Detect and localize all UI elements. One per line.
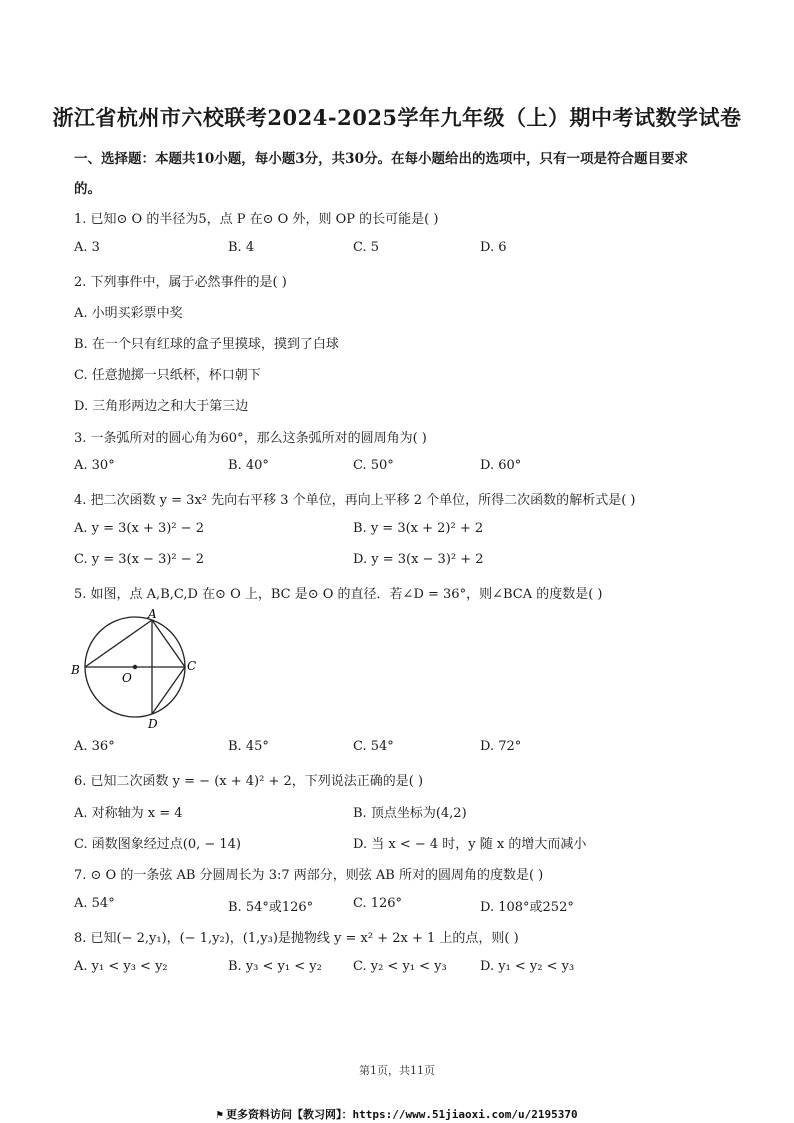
question-1-option-b: B. 4 (228, 240, 255, 255)
question-4-option-b: B. y = 3(x + 2)² + 2 (353, 521, 484, 536)
question-7-option-b: B. 54°或126° (228, 900, 314, 915)
question-8-option-b: B. y₃ < y₁ < y₂ (228, 959, 322, 974)
label-d: D (148, 717, 158, 731)
label-b: B (71, 663, 80, 677)
flag-icon: ⚑ (216, 1108, 223, 1121)
question-2-option-a: A. 小明买彩票中奖 (74, 306, 183, 321)
question-7-option-a: A. 54° (74, 896, 115, 911)
label-c: C (187, 659, 197, 673)
section-heading: 一、选择题：本题共10小题，每小题3分，共30分。在每小题给出的选项中，只有一项是符合题目要求 (74, 151, 688, 167)
question-2-stem: 2. 下列事件中，属于必然事件的是( ) (74, 275, 287, 290)
question-5-option-c: C. 54° (353, 739, 394, 754)
question-7-option-d: D. 108°或252° (480, 900, 574, 915)
question-4-option-d: D. y = 3(x − 3)² + 2 (353, 552, 484, 567)
question-6-stem: 6. 已知二次函数 y = − (x + 4)² + 2，下列说法正确的是( ) (74, 774, 424, 789)
question-4-option-c: C. y = 3(x − 3)² − 2 (74, 552, 205, 567)
page-number: 第1页，共11页 (359, 1064, 435, 1077)
page-title: 浙江省杭州市六校联考2024-2025学年九年级（上）期中考试数学试卷 (52, 105, 742, 130)
question-8-option-a: A. y₁ < y₃ < y₂ (74, 959, 168, 974)
circle-figure (68, 608, 208, 734)
question-7-stem: 7. ⊙ O 的一条弦 AB 分圆周长为 3:7 两部分，则弦 AB 所对的圆周角的度数是( ) (74, 868, 544, 883)
question-2-option-c: C. 任意抛掷一只纸杯，杯口朝下 (74, 368, 261, 383)
question-5-option-a: A. 36° (74, 739, 115, 754)
question-3-option-d: D. 60° (480, 458, 522, 473)
question-2-option-d: D. 三角形两边之和大于第三边 (74, 399, 249, 414)
promo-banner (0, 1106, 794, 1122)
label-a: A (148, 608, 157, 621)
question-1-option-d: D. 6 (480, 240, 507, 255)
question-3-option-b: B. 40° (228, 458, 269, 473)
question-6-option-a: A. 对称轴为 x = 4 (74, 806, 183, 821)
chord-ac (152, 620, 185, 667)
question-6-option-b: B. 顶点坐标为(4,2) (353, 806, 467, 821)
question-1-option-a: A. 3 (74, 240, 100, 255)
chord-dc (152, 667, 185, 714)
question-3-option-c: C. 50° (353, 458, 394, 473)
promo-link[interactable]: 更多资料访问【教习网】：https://www.51jiaoxi.com/u/2195370 (225, 1108, 578, 1121)
question-5-option-d: D. 72° (480, 739, 522, 754)
question-5-option-b: B. 45° (228, 739, 269, 754)
question-7-option-c: C. 126° (353, 896, 403, 911)
question-4-stem: 4. 把二次函数 y = 3x² 先向右平移 3 个单位，再向上平移 2 个单位，所得二次函数的解析式是( ) (74, 493, 636, 508)
question-1-stem: 1. 已知⊙ O 的半径为5，点 P 在⊙ O 外，则 OP 的长可能是( ) (74, 212, 439, 227)
question-5-stem: 5. 如图，点 A,B,C,D 在⊙ O 上，BC 是⊙ O 的直径．若∠D = 36°，则∠BCA 的度数是( ) (74, 587, 603, 602)
question-2-option-b: B. 在一个只有红球的盒子里摸球，摸到了白球 (74, 337, 339, 352)
label-o: O (122, 671, 132, 685)
chord-ab (85, 620, 152, 667)
question-3-option-a: A. 30° (74, 458, 115, 473)
question-8-option-c: C. y₂ < y₁ < y₃ (353, 959, 447, 974)
question-6-option-d: D. 当 x < − 4 时，y 随 x 的增大而减小 (353, 837, 587, 852)
question-1-option-c: C. 5 (353, 240, 380, 255)
section-heading-continued: 的。 (74, 181, 101, 197)
center-point (133, 665, 137, 669)
question-3-stem: 3. 一条弧所对的圆心角为60°，那么这条弧所对的圆周角为( ) (74, 431, 427, 446)
question-6-option-c: C. 函数图象经过点(0, − 14) (74, 837, 241, 852)
question-8-option-d: D. y₁ < y₂ < y₃ (480, 959, 575, 974)
question-8-stem: 8. 已知(− 2,y₁)，(− 1,y₂)，(1,y₃)是抛物线 y = x² + 2x + 1 上的点，则( ) (74, 931, 519, 946)
question-4-option-a: A. y = 3(x + 3)² − 2 (74, 521, 204, 536)
